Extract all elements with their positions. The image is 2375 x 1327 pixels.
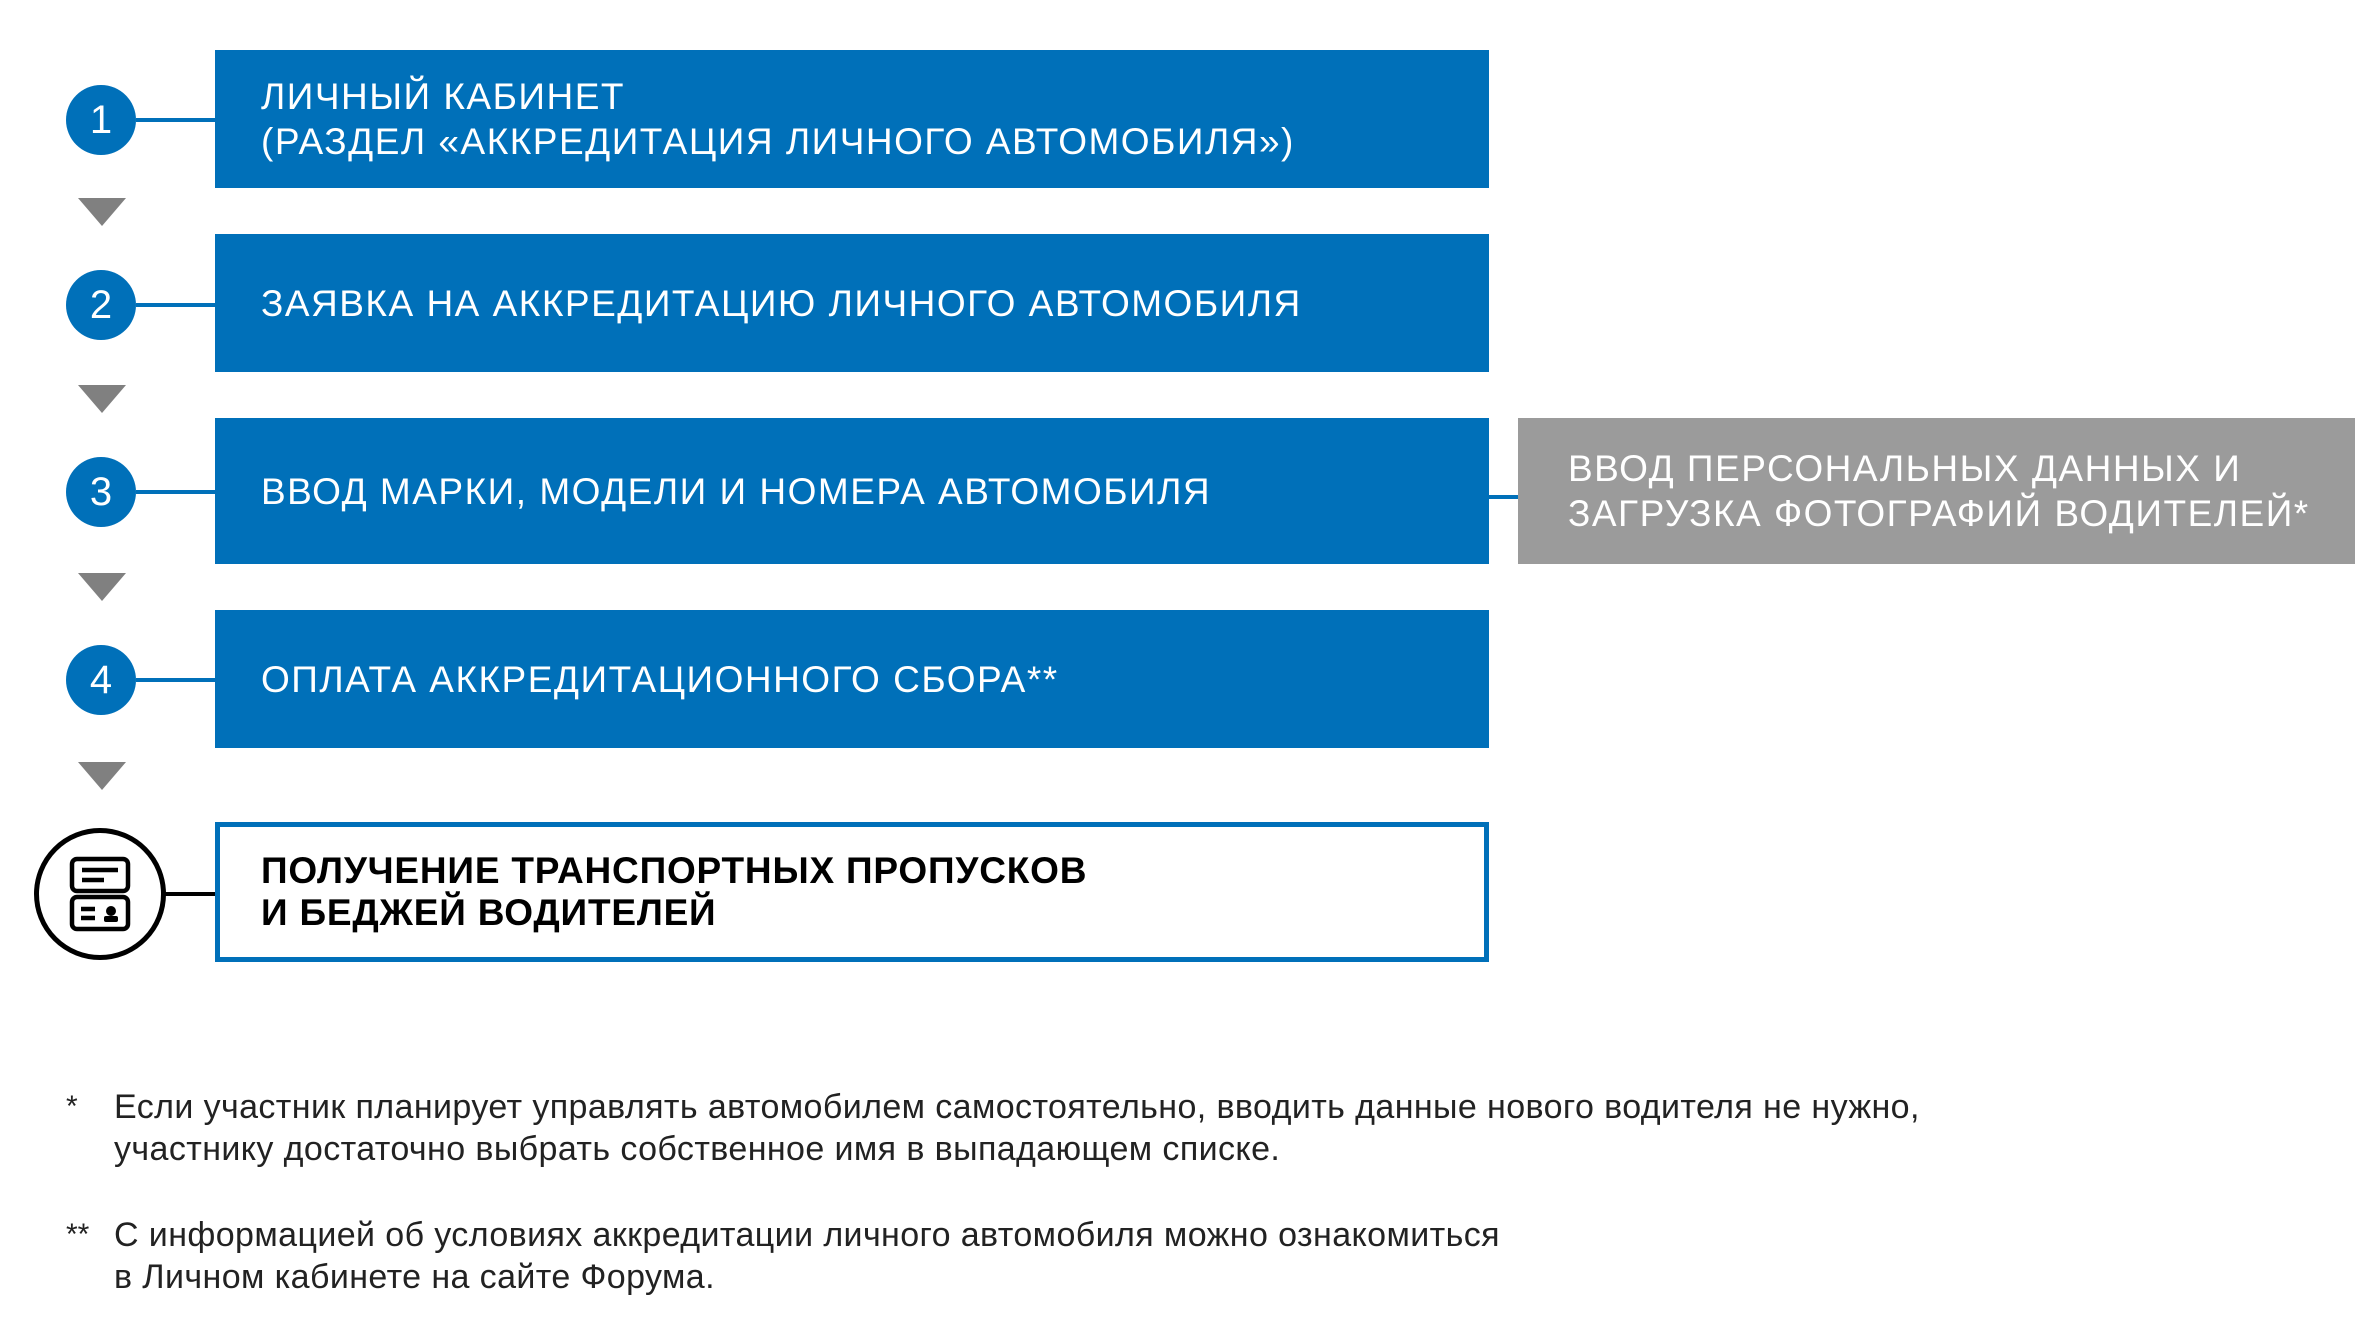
footnote-2-line-2: в Личном кабинете на сайте Форума. [114,1258,715,1296]
step-4-line-1: ОПЛАТА АККРЕДИТАЦИОННОГО СБОРА** [261,658,1059,700]
final-step-line-1: ПОЛУЧЕНИЕ ТРАНСПОРТНЫХ ПРОПУСКОВ [261,850,1088,891]
final-step-box [215,822,1489,962]
step-1-line-1: ЛИЧНЫЙ КАБИНЕТ [261,76,625,117]
arrow-down-icon [78,762,126,790]
footnote-2-mark: ** [66,1218,90,1251]
side-step-line-2: ЗАГРУЗКА ФОТОГРАФИЙ ВОДИТЕЛЕЙ* [1568,493,2310,534]
final-step-connector [165,892,217,896]
step-1-box [215,50,1489,188]
step-3-connector [136,490,216,494]
side-step-box [1518,418,2355,564]
arrow-down-icon [78,198,126,226]
step-4-connector [136,678,216,682]
step-1-number: 1 [66,85,136,155]
step-2-connector [136,303,216,307]
step-2-line-1: ЗАЯВКА НА АККРЕДИТАЦИЮ ЛИЧНОГО АВТОМОБИЛЯ [261,282,1302,324]
side-step-connector [1489,495,1519,499]
step-4-number: 4 [66,645,136,715]
footnote-1-text [114,1086,1920,1170]
arrow-down-icon [78,573,126,601]
step-1-connector [136,118,216,122]
footnote-2-line-1: С информацией об условиях аккредитации личного автомобиля можно ознакомиться [114,1216,1500,1254]
final-step-line-2: И БЕДЖЕЙ ВОДИТЕЛЕЙ [261,892,717,933]
step-3-number: 3 [66,457,136,527]
step-2-number: 2 [66,270,136,340]
final-step-icon [34,828,166,960]
side-step-line-1: ВВОД ПЕРСОНАЛЬНЫХ ДАННЫХ И [1568,448,2242,489]
badge-card-icon [68,856,132,932]
step-3-line-1: ВВОД МАРКИ, МОДЕЛИ И НОМЕРА АВТОМОБИЛЯ [261,470,1212,512]
footnote-2-text [114,1214,1500,1298]
step-3-box [215,418,1489,564]
footnote-1-mark: * [66,1090,78,1123]
arrow-down-icon [78,385,126,413]
footnote-1-line-2: участнику достаточно выбрать собственное имя в выпадающем списке. [114,1130,1281,1168]
footnote-1-line-1: Если участник планирует управлять автомобилем самостоятельно, вводить данные нового водителя не нужно, [114,1088,1920,1126]
step-4-box [215,610,1489,748]
step-1-line-2: (РАЗДЕЛ «АККРЕДИТАЦИЯ ЛИЧНОГО АВТОМОБИЛЯ») [261,121,1295,162]
step-2-box [215,234,1489,372]
